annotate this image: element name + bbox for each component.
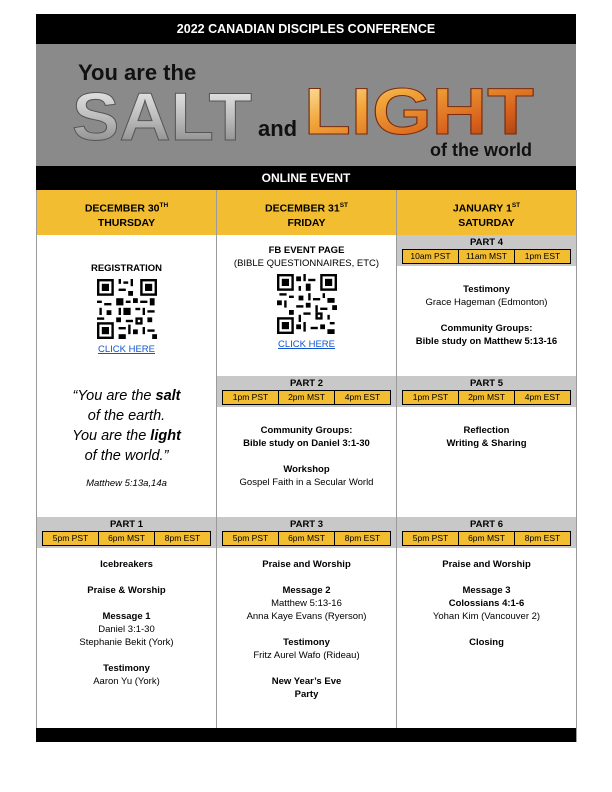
day-weekday: THURSDAY [97,216,156,229]
time-pst: 1pm PST [412,392,449,402]
part-label: PART 4 [469,237,504,248]
time-pst: 5pm PST [412,533,449,543]
praise-label: Praise & Worship [87,585,166,596]
part-1-header [37,517,216,548]
registration-qr-code[interactable] [97,279,157,339]
community-groups-study: Bible study on Daniel 3:1-30 [243,438,370,449]
quote-line-3 [37,426,216,446]
time-pst: 1pm PST [232,392,269,402]
banner-salt: SALT [72,79,252,155]
party-line-2: Party [294,689,319,700]
registration-title: REGISTRATION [90,263,163,274]
banner-graphic [36,44,576,166]
banner-light: LIGHT [304,74,534,148]
part-3-header [217,517,396,548]
message-title: Message 3 [462,585,511,596]
writing-sharing-label: Writing & Sharing [446,438,527,449]
time-est: 8pm EST [334,532,390,545]
testimony-title: Testimony [283,637,330,648]
day-column-saturday [396,190,577,742]
time-pst: 5pm PST [52,533,89,543]
message-speaker: Stephanie Bekit (York) [79,637,174,648]
day-date: JANUARY 1 [452,202,512,215]
party-line-1: New Year’s Eve [271,676,342,687]
time-mst: 6pm MST [458,532,514,545]
time-est: 4pm EST [334,391,390,404]
fb-event-subtitle: (BIBLE QUESTIONNAIRES, ETC) [233,258,380,269]
reflection-label: Reflection [463,425,510,436]
part-2-content [217,424,396,489]
scripture-quote [37,386,216,494]
praise-label: Praise and Worship [262,559,351,570]
conference-title: 2022 CANADIAN DISCIPLES CONFERENCE [36,14,576,44]
fb-event-block [217,244,396,351]
part-times [402,531,571,546]
day-header [37,190,216,235]
time-mst: 6pm MST [98,532,154,545]
part-4-content [397,283,576,348]
quote-line-2: of the earth. [87,408,166,424]
testimony-title: Testimony [103,663,150,674]
fb-event-title: FB EVENT PAGE [268,245,345,256]
workshop-topic: Gospel Faith in a Secular World [239,477,374,488]
fb-event-link[interactable]: CLICK HERE [277,339,335,350]
quote-reference: Matthew 5:13a,14a [86,478,167,489]
time-est: 8pm EST [514,532,570,545]
day-date: DECEMBER 30 [84,202,160,215]
part-times [222,390,391,405]
message-title: Message 2 [282,585,331,596]
banner-and: and [258,116,298,141]
message-speaker: Anna Kaye Evans (Ryerson) [246,611,367,622]
registration-link[interactable]: CLICK HERE [97,344,155,355]
event-type-bar: ONLINE EVENT [36,166,576,190]
part-label: PART 1 [109,519,144,530]
footer-bar [36,728,576,742]
day-date-suffix: ST [511,202,521,209]
workshop-title: Workshop [283,464,330,475]
community-groups-study: Bible study on Matthew 5:13-16 [415,336,558,347]
part-times [402,390,571,405]
day-date: DECEMBER 31 [265,202,340,215]
part-label: PART 3 [289,519,324,530]
testimony-title: Testimony [463,284,510,295]
quote-text: “You are the [72,388,156,404]
time-est: 1pm EST [514,250,570,263]
day-date-suffix: TH [159,202,169,209]
message-title: Message 1 [102,611,151,622]
part-label: PART 5 [469,378,504,389]
banner-line3: of the world [430,140,532,160]
day-weekday: SATURDAY [458,216,515,229]
community-groups-title: Community Groups: [260,425,353,436]
quote-salt: salt [155,388,181,404]
part-6-header [397,517,576,548]
day-column-thursday [36,190,216,742]
part-times [222,531,391,546]
schedule-page [36,14,576,742]
time-pst: 10am PST [410,251,451,261]
community-groups-title: Community Groups: [440,323,533,334]
day-date-suffix: ST [339,202,348,209]
part-6-content [397,558,576,649]
message-reference: Matthew 5:13-16 [271,598,342,609]
message-speaker: Yohan Kim (Vancouver 2) [432,611,541,622]
testimony-name: Grace Hageman (Edmonton) [425,297,548,308]
icebreakers-label: Icebreakers [100,559,153,570]
part-times [42,531,211,546]
theme-banner [36,44,576,166]
day-header [217,190,396,235]
quote-line-4: of the world.” [84,448,169,464]
message-reference: Daniel 3:1-30 [98,624,155,635]
part-label: PART 6 [469,519,504,530]
part-5-header [397,376,576,407]
part-times [402,249,571,264]
time-pst: 5pm PST [232,533,269,543]
time-mst: 6pm MST [278,532,334,545]
banner-line1: You are the [78,60,197,85]
time-est: 4pm EST [514,391,570,404]
part-1-content [37,558,216,688]
day-column-friday [216,190,396,742]
quote-text: You are the [72,428,151,444]
day-header [397,190,576,235]
time-mst: 11am MST [458,250,514,263]
part-label: PART 2 [289,378,324,389]
time-mst: 2pm MST [278,391,334,404]
part-3-content [217,558,396,701]
testimony-name: Fritz Aurel Wafo (Rideau) [253,650,360,661]
part-2-header [217,376,396,407]
closing-label: Closing [469,637,504,648]
part-5-content [397,424,576,450]
praise-label: Praise and Worship [442,559,531,570]
time-mst: 2pm MST [458,391,514,404]
registration-block [37,262,216,356]
fb-event-qr-code[interactable] [277,274,337,334]
time-est: 8pm EST [154,532,210,545]
part-4-header [397,235,576,266]
day-weekday: FRIDAY [287,216,326,229]
message-reference: Colossians 4:1-6 [448,598,525,609]
quote-line-1 [37,386,216,406]
testimony-name: Aaron Yu (York) [93,676,160,687]
quote-light: light [150,428,181,444]
